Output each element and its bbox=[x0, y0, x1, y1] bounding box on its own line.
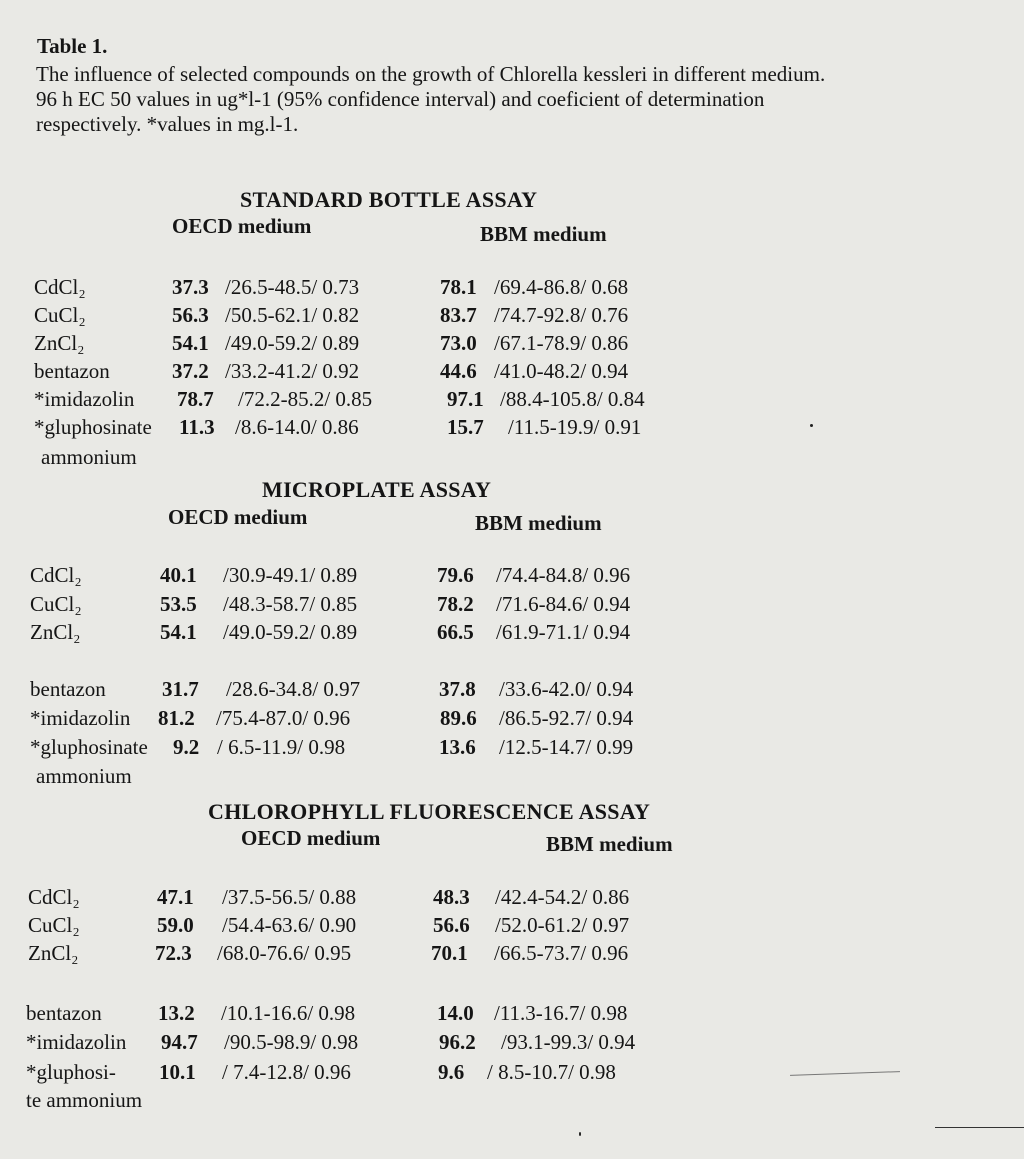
oecd-ec50-value: 56.3 bbox=[172, 303, 209, 327]
compound-name: CdCl₂ bbox=[30, 563, 82, 587]
table-row bbox=[26, 1030, 726, 1060]
oecd-ec50-value: 47.1 bbox=[157, 885, 194, 909]
section-title-standard-bottle: STANDARD BOTTLE ASSAY bbox=[240, 187, 538, 212]
section-title-microplate: MICROPLATE ASSAY bbox=[262, 477, 492, 502]
compound-name-continuation: te ammonium bbox=[26, 1088, 143, 1112]
bbm-ec50-value: 44.6 bbox=[440, 359, 477, 383]
compound-name-continuation: ammonium bbox=[41, 445, 137, 469]
compound-name: *gluphosinate bbox=[34, 415, 152, 439]
bbm-ec50-value: 73.0 bbox=[440, 331, 477, 355]
bbm-ci-r2: /11.3-16.7/ 0.98 bbox=[494, 1001, 628, 1025]
oecd-ci-r2: /37.5-56.5/ 0.88 bbox=[222, 885, 357, 909]
bbm-ec50-value: 97.1 bbox=[447, 387, 484, 411]
compound-name: bentazon bbox=[34, 359, 110, 383]
oecd-ci-r2: /8.6-14.0/ 0.86 bbox=[235, 415, 359, 439]
table-row bbox=[30, 735, 730, 765]
bbm-ec50-value: 15.7 bbox=[447, 415, 484, 439]
compound-name: CdCl₂ bbox=[34, 275, 86, 299]
oecd-medium-header: OECD medium bbox=[241, 826, 381, 850]
compound-name: CuCl₂ bbox=[30, 592, 82, 616]
bbm-ec50-value: 9.6 bbox=[438, 1060, 465, 1084]
bbm-ci-r2: /41.0-48.2/ 0.94 bbox=[494, 359, 629, 383]
table-row bbox=[30, 677, 730, 707]
oecd-ec50-value: 9.2 bbox=[173, 735, 200, 759]
bbm-ci-r2: /69.4-86.8/ 0.68 bbox=[494, 275, 629, 299]
bbm-ci-r2: /88.4-105.8/ 0.84 bbox=[500, 387, 645, 411]
bbm-ci-r2: /42.4-54.2/ 0.86 bbox=[495, 885, 630, 909]
oecd-ec50-value: 94.7 bbox=[161, 1030, 198, 1054]
oecd-ci-r2: /50.5-62.1/ 0.82 bbox=[225, 303, 360, 327]
table-row bbox=[34, 303, 734, 333]
table-row bbox=[30, 706, 730, 736]
table-row bbox=[34, 387, 734, 417]
bbm-ec50-value: 79.6 bbox=[437, 563, 474, 587]
bbm-medium-header: BBM medium bbox=[480, 222, 607, 246]
oecd-ci-r2: /28.6-34.8/ 0.97 bbox=[226, 677, 361, 701]
caption-line: respectively. *values in mg.l-1. bbox=[36, 112, 299, 136]
oecd-ec50-value: 40.1 bbox=[160, 563, 197, 587]
bbm-ci-r2: /33.6-42.0/ 0.94 bbox=[499, 677, 634, 701]
compound-name: ZnCl₂ bbox=[30, 620, 81, 644]
oecd-ec50-value: 10.1 bbox=[159, 1060, 196, 1084]
scan-artifact-line bbox=[790, 1071, 900, 1076]
bbm-ci-r2: /11.5-19.9/ 0.91 bbox=[508, 415, 642, 439]
bbm-ec50-value: 89.6 bbox=[440, 706, 477, 730]
oecd-ci-r2: /33.2-41.2/ 0.92 bbox=[225, 359, 360, 383]
bbm-ec50-value: 83.7 bbox=[440, 303, 477, 327]
compound-name: CdCl₂ bbox=[28, 885, 80, 909]
oecd-ci-r2: /49.0-59.2/ 0.89 bbox=[225, 331, 360, 355]
bbm-ci-r2: /52.0-61.2/ 0.97 bbox=[495, 913, 630, 937]
bbm-ec50-value: 13.6 bbox=[439, 735, 476, 759]
compound-name: *imidazolin bbox=[26, 1030, 127, 1054]
bbm-medium-header: BBM medium bbox=[546, 832, 673, 856]
bbm-ci-r2: / 8.5-10.7/ 0.98 bbox=[487, 1060, 616, 1084]
compound-name: *imidazolin bbox=[30, 706, 131, 730]
bbm-ci-r2: /71.6-84.6/ 0.94 bbox=[496, 592, 631, 616]
scan-artifact-line bbox=[935, 1127, 1024, 1128]
oecd-ci-r2: /10.1-16.6/ 0.98 bbox=[221, 1001, 356, 1025]
compound-name: CuCl₂ bbox=[34, 303, 86, 327]
compound-name: *gluphosinate bbox=[30, 735, 148, 759]
compound-name: bentazon bbox=[30, 677, 106, 701]
oecd-ec50-value: 31.7 bbox=[162, 677, 199, 701]
oecd-ec50-value: 11.3 bbox=[179, 415, 215, 439]
oecd-ci-r2: /48.3-58.7/ 0.85 bbox=[223, 592, 358, 616]
oecd-ci-r2: /49.0-59.2/ 0.89 bbox=[223, 620, 358, 644]
table-row bbox=[26, 1001, 726, 1031]
bbm-ci-r2: /66.5-73.7/ 0.96 bbox=[494, 941, 629, 965]
oecd-ci-r2: /26.5-48.5/ 0.73 bbox=[225, 275, 360, 299]
bbm-ec50-value: 66.5 bbox=[437, 620, 474, 644]
section-title-chlorophyll-fluorescence: CHLOROPHYLL FLUORESCENCE ASSAY bbox=[208, 799, 651, 824]
compound-name: *imidazolin bbox=[34, 387, 135, 411]
bbm-ci-r2: /74.4-84.8/ 0.96 bbox=[496, 563, 631, 587]
compound-name: CuCl₂ bbox=[28, 913, 80, 937]
oecd-medium-header: OECD medium bbox=[168, 505, 308, 529]
oecd-ci-r2: /68.0-76.6/ 0.95 bbox=[217, 941, 352, 965]
table-row bbox=[34, 275, 734, 305]
bbm-ec50-value: 70.1 bbox=[431, 941, 468, 965]
oecd-ec50-value: 54.1 bbox=[160, 620, 197, 644]
scan-artifact-dot bbox=[579, 1132, 581, 1136]
table-caption bbox=[36, 62, 996, 137]
caption-line: 96 h EC 50 values in ug*l-1 (95% confidence interval) and coeficient of determination bbox=[36, 87, 765, 111]
oecd-ci-r2: / 6.5-11.9/ 0.98 bbox=[217, 735, 346, 759]
table-row bbox=[30, 620, 730, 650]
compound-name: *gluphosi- bbox=[26, 1060, 116, 1084]
bbm-ci-r2: /86.5-92.7/ 0.94 bbox=[499, 706, 634, 730]
oecd-medium-header: OECD medium bbox=[172, 214, 312, 238]
table-label: Table 1. bbox=[37, 34, 108, 58]
oecd-ec50-value: 59.0 bbox=[157, 913, 194, 937]
oecd-ci-r2: /90.5-98.9/ 0.98 bbox=[224, 1030, 359, 1054]
oecd-ec50-value: 78.7 bbox=[177, 387, 214, 411]
table-row bbox=[34, 331, 734, 361]
bbm-ec50-value: 56.6 bbox=[433, 913, 470, 937]
oecd-ec50-value: 54.1 bbox=[172, 331, 209, 355]
bbm-ci-r2: /67.1-78.9/ 0.86 bbox=[494, 331, 629, 355]
oecd-ci-r2: /30.9-49.1/ 0.89 bbox=[223, 563, 358, 587]
table-row bbox=[28, 885, 728, 915]
oecd-ci-r2: /75.4-87.0/ 0.96 bbox=[216, 706, 351, 730]
bbm-medium-header: BBM medium bbox=[475, 511, 602, 535]
bbm-ec50-value: 48.3 bbox=[433, 885, 470, 909]
table-row bbox=[28, 913, 728, 943]
oecd-ec50-value: 81.2 bbox=[158, 706, 195, 730]
oecd-ci-r2: /72.2-85.2/ 0.85 bbox=[238, 387, 373, 411]
bbm-ec50-value: 96.2 bbox=[439, 1030, 476, 1054]
table-row bbox=[34, 359, 734, 389]
bbm-ci-r2: /74.7-92.8/ 0.76 bbox=[494, 303, 629, 327]
bbm-ci-r2: /93.1-99.3/ 0.94 bbox=[501, 1030, 636, 1054]
oecd-ec50-value: 13.2 bbox=[158, 1001, 195, 1025]
compound-name-continuation: ammonium bbox=[36, 764, 132, 788]
oecd-ci-r2: /54.4-63.6/ 0.90 bbox=[222, 913, 357, 937]
compound-name: ZnCl₂ bbox=[28, 941, 79, 965]
oecd-ec50-value: 72.3 bbox=[155, 941, 192, 965]
compound-name: bentazon bbox=[26, 1001, 102, 1025]
bbm-ci-r2: /61.9-71.1/ 0.94 bbox=[496, 620, 631, 644]
oecd-ec50-value: 37.3 bbox=[172, 275, 209, 299]
oecd-ec50-value: 37.2 bbox=[172, 359, 209, 383]
oecd-ci-r2: / 7.4-12.8/ 0.96 bbox=[222, 1060, 351, 1084]
table-row bbox=[30, 563, 730, 593]
bbm-ec50-value: 78.1 bbox=[440, 275, 477, 299]
table-row bbox=[30, 592, 730, 622]
caption-line: The influence of selected compounds on the growth of Chlorella kessleri in different medium. bbox=[36, 62, 826, 86]
bbm-ec50-value: 78.2 bbox=[437, 592, 474, 616]
table-row bbox=[28, 941, 728, 971]
oecd-ec50-value: 53.5 bbox=[160, 592, 197, 616]
scan-artifact-dot bbox=[810, 424, 813, 427]
bbm-ec50-value: 14.0 bbox=[437, 1001, 474, 1025]
bbm-ec50-value: 37.8 bbox=[439, 677, 476, 701]
table-row bbox=[34, 415, 734, 445]
bbm-ci-r2: /12.5-14.7/ 0.99 bbox=[499, 735, 634, 759]
table-row bbox=[26, 1060, 726, 1090]
compound-name: ZnCl₂ bbox=[34, 331, 85, 355]
